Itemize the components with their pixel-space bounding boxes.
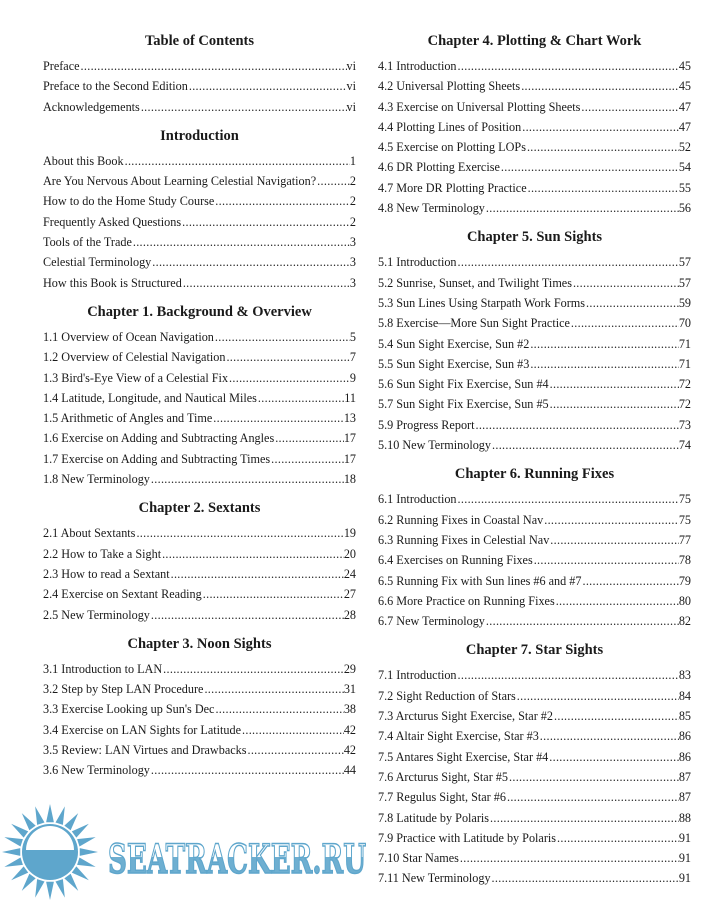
section-heading: Chapter 3. Noon Sights — [127, 635, 272, 652]
toc-entry[interactable] — [378, 157, 691, 177]
dot-leader — [580, 97, 678, 117]
toc-entry-title: 2.2 How to Take a Sight — [43, 546, 162, 561]
toc-entry-page: 83 — [678, 668, 691, 683]
toc-entry-page: 72 — [678, 397, 691, 412]
toc-entry-title: 7.4 Altair Sight Exercise, Star #3 — [378, 729, 539, 744]
toc-entry[interactable] — [378, 787, 691, 807]
dot-leader — [214, 191, 350, 211]
dot-leader — [135, 523, 343, 543]
toc-entry-title: 6.6 More Practice on Running Fixes — [378, 593, 555, 608]
dot-leader — [181, 212, 350, 232]
toc-entry[interactable] — [378, 137, 691, 157]
dot-leader — [457, 665, 679, 685]
toc-entry-page: 75 — [678, 492, 691, 507]
dot-leader — [151, 252, 350, 272]
toc-entry-page: 87 — [678, 790, 691, 805]
toc-entry[interactable] — [43, 428, 356, 448]
dot-leader — [491, 868, 679, 888]
toc-entry-title: 6.2 Running Fixes in Coastal Nav — [378, 512, 544, 527]
dot-leader — [506, 787, 679, 807]
toc-entry[interactable] — [378, 374, 691, 394]
toc-entry-title: About this Book — [43, 153, 124, 168]
toc-entry-title: 1.5 Arithmetic of Angles and Time — [43, 411, 213, 426]
toc-entry[interactable] — [378, 571, 691, 591]
sun-ray — [55, 879, 64, 898]
dot-leader — [516, 686, 679, 706]
dot-leader — [459, 848, 679, 868]
toc-entry[interactable] — [43, 232, 356, 252]
dot-leader — [246, 740, 343, 760]
sun-ray — [64, 813, 78, 830]
toc-entry-page: 79 — [678, 573, 691, 588]
toc-entry-title: 4.3 Exercise on Universal Plotting Sheets — [378, 99, 581, 114]
toc-entry[interactable] — [378, 530, 691, 550]
toc-entry[interactable] — [378, 510, 691, 530]
toc-entry-page: 82 — [678, 614, 691, 629]
toc-entry-page: 28 — [343, 607, 356, 622]
toc-entry[interactable] — [378, 848, 691, 868]
toc-entry-title: 6.1 Introduction — [378, 492, 457, 507]
toc-entry-page: 42 — [343, 743, 356, 758]
sun-ray — [77, 837, 96, 846]
toc-entry-title: 5.7 Sun Sight Fix Exercise, Sun #5 — [378, 397, 549, 412]
toc-entry-title: 4.4 Plotting Lines of Position — [378, 119, 522, 134]
toc-entry[interactable] — [378, 394, 691, 414]
toc-entry[interactable] — [378, 611, 691, 631]
dot-leader — [521, 117, 679, 137]
sun-ray — [46, 804, 54, 822]
toc-entry-page: 31 — [343, 682, 356, 697]
section-heading: Chapter 4. Plotting & Chart Work — [427, 33, 642, 49]
dot-leader — [150, 469, 344, 489]
toc-entry-page: 59 — [678, 295, 691, 310]
toc-entry-title: 5.8 Exercise—More Sun Sight Practice — [378, 316, 570, 331]
sun-ray — [11, 824, 28, 838]
toc-entry-title: 3.6 New Terminology — [43, 763, 150, 778]
toc-entry[interactable] — [43, 151, 356, 171]
toc-entry-page: 86 — [678, 749, 691, 764]
dot-leader — [527, 178, 679, 198]
toc-entry-title: 7.10 Star Names — [378, 851, 459, 866]
toc-entry[interactable] — [43, 327, 356, 347]
toc-entry-page: 54 — [678, 160, 691, 175]
toc-entry-page: 56 — [678, 201, 691, 216]
toc-entry-title: 5.5 Sun Sight Exercise, Sun #3 — [378, 356, 530, 371]
toc-entry-title: 2.5 New Terminology — [43, 607, 150, 622]
toc-entry[interactable] — [43, 564, 356, 584]
dot-leader — [316, 171, 350, 191]
sun-ray — [64, 874, 78, 891]
dot-leader — [457, 489, 679, 509]
toc-entry-title: Frequently Asked Questions — [43, 214, 182, 229]
dot-leader — [581, 571, 678, 591]
toc-entry[interactable] — [378, 747, 691, 767]
toc-entry-title: 2.3 How to read a Sextant — [43, 566, 170, 581]
toc-entry-page: 57 — [678, 255, 691, 270]
dot-leader — [80, 56, 347, 76]
section-heading: Table of Contents — [144, 33, 255, 49]
toc-entry-page: 1 — [349, 153, 356, 168]
toc-entry-page: 2 — [349, 214, 356, 229]
toc-entry-title: 5.6 Sun Sight Fix Exercise, Sun #4 — [378, 377, 549, 392]
toc-entry-page: 19 — [343, 526, 356, 541]
toc-entry-page: vi — [346, 99, 356, 114]
section-heading: Chapter 5. Sun Sights — [466, 229, 603, 246]
sun-ray — [4, 857, 23, 866]
section-heading: Chapter 6. Running Fixes — [454, 466, 615, 483]
toc-entry[interactable] — [43, 97, 356, 117]
toc-entry-title: 1.2 Overview of Celestial Navigation — [43, 350, 226, 365]
toc-entry-page: 75 — [678, 512, 691, 527]
toc-entry-title: 4.2 Universal Plotting Sheets — [378, 79, 521, 94]
dot-leader — [520, 76, 679, 96]
sun-ray — [72, 866, 89, 880]
dot-leader — [533, 550, 679, 570]
toc-entry-title: 7.6 Arcturus Sight, Star #5 — [378, 769, 508, 784]
toc-entry-page: 42 — [343, 722, 356, 737]
dot-leader — [508, 767, 679, 787]
toc-entry[interactable] — [378, 97, 691, 117]
toc-entry[interactable] — [43, 469, 356, 489]
toc-entry-page: 91 — [678, 830, 691, 845]
toc-entry-page: 17 — [343, 451, 356, 466]
toc-entry[interactable] — [43, 760, 356, 780]
toc-entry-page: 13 — [343, 411, 356, 426]
sun-ray — [80, 848, 98, 856]
dot-leader — [529, 354, 678, 374]
toc-entry[interactable] — [378, 313, 691, 333]
dot-leader — [489, 808, 679, 828]
toc-entry[interactable] — [378, 726, 691, 746]
toc-entry[interactable] — [378, 828, 691, 848]
toc-entry-title: 3.4 Exercise on LAN Sights for Latitude — [43, 722, 242, 737]
sun-ray — [22, 874, 36, 891]
sun-ray — [35, 806, 44, 825]
toc-entry-page: vi — [346, 59, 356, 73]
toc-entry[interactable] — [43, 584, 356, 604]
toc-entry[interactable] — [378, 354, 691, 374]
dot-leader — [500, 157, 679, 177]
sun-ray — [72, 824, 89, 838]
toc-entry[interactable] — [378, 178, 691, 198]
toc-entry[interactable] — [378, 117, 691, 137]
toc-entry-page: 24 — [343, 566, 356, 581]
toc-entry-page: 3 — [349, 235, 356, 250]
toc-entry-title: Preface — [43, 59, 80, 73]
toc-entry-title: 1.8 New Terminology — [43, 472, 150, 487]
toc-entry-title: 7.2 Sight Reduction of Stars — [378, 688, 516, 703]
toc-entry[interactable] — [43, 212, 356, 232]
toc-entry-page: 29 — [343, 661, 356, 676]
toc-entry-title: 3.3 Exercise Looking up Sun's Dec — [43, 702, 215, 717]
dot-leader — [124, 151, 350, 171]
toc-entry[interactable] — [378, 76, 691, 96]
toc-entry-page: 2 — [349, 194, 356, 209]
dot-leader — [553, 706, 679, 726]
toc-entry-title: 4.7 More DR Plotting Practice — [378, 180, 527, 195]
toc-entry-title: 2.1 About Sextants — [43, 526, 136, 541]
dot-leader — [140, 97, 347, 117]
dot-leader — [212, 408, 344, 428]
sun-ray — [22, 813, 36, 830]
dot-leader — [132, 232, 350, 252]
toc-left-column — [43, 22, 356, 781]
dot-leader — [274, 428, 344, 448]
dot-leader — [214, 699, 343, 719]
toc-entry-page: 38 — [343, 702, 356, 717]
dot-leader — [491, 435, 679, 455]
toc-entry-title: 2.4 Exercise on Sextant Reading — [43, 587, 202, 602]
toc-entry-page: 44 — [343, 763, 356, 778]
toc-entry-title: 3.1 Introduction to LAN — [43, 661, 163, 676]
dot-leader — [572, 273, 679, 293]
dot-leader — [150, 605, 344, 625]
dot-leader — [549, 374, 679, 394]
sun-ray — [4, 837, 23, 846]
toc-entry[interactable] — [43, 699, 356, 719]
sun-ray — [77, 857, 96, 866]
watermark-lettering: SEATRACKER.RU — [108, 836, 366, 883]
dot-leader — [549, 394, 679, 414]
toc-entry-page: 9 — [349, 370, 356, 385]
toc-entry-page: 45 — [678, 59, 691, 73]
toc-entry-title: 5.10 New Terminology — [378, 438, 491, 453]
toc-entry-title: 5.3 Sun Lines Using Starpath Work Forms — [378, 295, 585, 310]
toc-entry-page: 17 — [343, 431, 356, 446]
toc-entry-page: 3 — [349, 255, 356, 270]
dot-leader — [526, 137, 679, 157]
toc-entry[interactable] — [43, 56, 356, 76]
dot-leader — [474, 415, 678, 435]
toc-entry-title: 6.5 Running Fix with Sun lines #6 and #7 — [378, 573, 582, 588]
toc-entry-page: 71 — [678, 356, 691, 371]
dot-leader — [549, 530, 679, 550]
dot-leader — [543, 510, 679, 530]
dot-leader — [485, 611, 679, 631]
toc-entry-title: 6.3 Running Fixes in Celestial Nav — [378, 532, 550, 547]
toc-entry-title: 5.4 Sun Sight Exercise, Sun #2 — [378, 336, 530, 351]
toc-entry-page: 85 — [678, 709, 691, 724]
toc-entry[interactable] — [378, 198, 691, 218]
toc-entry-title: 6.4 Exercises on Running Fixes — [378, 553, 533, 568]
dot-leader — [161, 544, 344, 564]
toc-entry-page: 87 — [678, 769, 691, 784]
toc-entry-title: 1.7 Exercise on Adding and Subtracting Times — [43, 451, 271, 466]
dot-leader — [182, 273, 350, 293]
toc-entry-page: 70 — [678, 316, 691, 331]
toc-entry-title: Tools of the Trade — [43, 235, 132, 250]
dot-leader — [529, 334, 678, 354]
dot-leader — [556, 828, 679, 848]
toc-entry[interactable] — [378, 489, 691, 509]
toc-entry[interactable] — [378, 686, 691, 706]
toc-entry-title: 1.3 Bird's-Eye View of a Celestial Fix — [43, 370, 229, 385]
toc-entry-title: 1.6 Exercise on Adding and Subtracting Angles — [43, 431, 275, 446]
toc-entry-title: 7.9 Practice with Latitude by Polaris — [378, 830, 557, 845]
toc-entry[interactable] — [43, 171, 356, 191]
section-heading: Chapter 1. Background & Overview — [87, 303, 312, 320]
toc-entry[interactable] — [43, 388, 356, 408]
toc-entry[interactable] — [43, 252, 356, 272]
toc-entry[interactable] — [378, 706, 691, 726]
toc-entry-page: 72 — [678, 377, 691, 392]
toc-entry-page: 45 — [678, 79, 691, 94]
dot-leader — [162, 659, 344, 679]
dot-leader — [270, 449, 344, 469]
section-heading: Chapter 7. Star Sights — [465, 642, 604, 659]
sun-ray — [11, 866, 28, 880]
toc-entry-page: 47 — [678, 119, 691, 134]
dot-leader — [585, 293, 679, 313]
toc-entry-page: 78 — [678, 553, 691, 568]
toc-entry[interactable] — [378, 591, 691, 611]
toc-entry-title: How this Book is Structured — [43, 275, 182, 290]
toc-entry-title: Are You Nervous About Learning Celestial Navigation? — [43, 174, 317, 189]
dot-leader — [150, 760, 344, 780]
toc-entry-title: 1.1 Overview of Ocean Navigation — [43, 329, 214, 344]
sun-ray — [35, 879, 44, 898]
dot-leader — [539, 726, 679, 746]
sun-ray — [46, 882, 54, 900]
toc-entry-title: 7.8 Latitude by Polaris — [378, 810, 490, 825]
sun-icon — [2, 804, 98, 900]
toc-entry-page: 71 — [678, 336, 691, 351]
section-heading: Introduction — [160, 127, 239, 144]
toc-entry[interactable] — [378, 435, 691, 455]
toc-entry-title: 3.2 Step by Step LAN Procedure — [43, 682, 204, 697]
toc-entry[interactable] — [378, 808, 691, 828]
toc-entry-page: 88 — [678, 810, 691, 825]
toc-entry[interactable] — [378, 273, 691, 293]
toc-entry[interactable] — [378, 415, 691, 435]
toc-entry[interactable] — [43, 191, 356, 211]
toc-entry-title: 7.5 Antares Sight Exercise, Star #4 — [378, 749, 549, 764]
toc-entry-title: 5.1 Introduction — [378, 255, 457, 270]
toc-entry[interactable] — [43, 679, 356, 699]
toc-entry-page: 20 — [343, 546, 356, 561]
toc-entry[interactable] — [43, 740, 356, 760]
toc-entry-page: 2 — [349, 174, 356, 189]
toc-entry-page: 80 — [678, 593, 691, 608]
toc-entry-title: Acknowledgements — [43, 99, 140, 114]
toc-right-column — [378, 22, 691, 889]
toc-entry[interactable] — [43, 408, 356, 428]
toc-entry-title: 1.4 Latitude, Longitude, and Nautical Miles — [43, 390, 257, 405]
toc-entry-page: 91 — [678, 871, 691, 886]
dot-leader — [228, 368, 350, 388]
dot-leader — [570, 313, 679, 333]
dot-leader — [485, 198, 679, 218]
dot-leader — [548, 747, 679, 767]
dot-leader — [241, 720, 344, 740]
toc-entry[interactable] — [378, 665, 691, 685]
toc-entry[interactable] — [378, 334, 691, 354]
toc-entry-page: 77 — [678, 532, 691, 547]
toc-entry[interactable] — [378, 550, 691, 570]
toc-entry-title: 4.8 New Terminology — [378, 201, 485, 216]
toc-entry-title: 7.3 Arcturus Sight Exercise, Star #2 — [378, 709, 553, 724]
toc-entry-title: 4.6 DR Plotting Exercise — [378, 160, 500, 175]
toc-entry[interactable] — [43, 720, 356, 740]
toc-entry[interactable] — [378, 56, 691, 76]
toc-entry-title: 5.9 Progress Report — [378, 417, 475, 432]
dot-leader — [257, 388, 344, 408]
toc-entry-page: 5 — [349, 329, 356, 344]
toc-entry[interactable] — [43, 273, 356, 293]
toc-entry-page: 18 — [343, 472, 356, 487]
toc-entry-page: vi — [346, 79, 356, 94]
toc-entry-page: 86 — [678, 729, 691, 744]
toc-entry-page: 57 — [678, 275, 691, 290]
dot-leader — [225, 347, 349, 367]
toc-entry[interactable] — [43, 449, 356, 469]
toc-entry-page: 27 — [343, 587, 356, 602]
sun-ray — [55, 806, 64, 825]
toc-entry-title: Preface to the Second Edition — [43, 79, 188, 94]
seatracker-watermark-logo — [0, 795, 372, 901]
dot-leader — [457, 56, 679, 76]
toc-entry-page: 7 — [349, 350, 356, 365]
toc-entry-title: 3.5 Review: LAN Virtues and Drawbacks — [43, 743, 247, 758]
dot-leader — [170, 564, 344, 584]
dot-leader — [214, 327, 350, 347]
toc-entry-title: 4.5 Exercise on Plotting LOPs — [378, 140, 526, 155]
toc-entry[interactable] — [43, 659, 356, 679]
section-heading: Chapter 2. Sextants — [138, 500, 261, 517]
toc-entry-page: 47 — [678, 99, 691, 114]
dot-leader — [202, 584, 344, 604]
toc-entry[interactable] — [378, 767, 691, 787]
toc-entry-title: 4.1 Introduction — [378, 59, 457, 73]
toc-entry-title: 7.7 Regulus Sight, Star #6 — [378, 790, 506, 805]
toc-entry[interactable] — [43, 523, 356, 543]
toc-entry[interactable] — [378, 293, 691, 313]
toc-entry-page: 11 — [344, 390, 356, 405]
dot-leader — [457, 252, 679, 272]
toc-entry[interactable] — [43, 544, 356, 564]
toc-entry-title: Celestial Terminology — [43, 255, 152, 270]
toc-entry-page: 55 — [678, 180, 691, 195]
toc-entry-title: 7.1 Introduction — [378, 668, 457, 683]
dot-leader — [203, 679, 343, 699]
toc-entry-page: 84 — [678, 688, 691, 703]
toc-entry-page: 74 — [678, 438, 691, 453]
toc-entry-title: 6.7 New Terminology — [378, 614, 485, 629]
toc-entry[interactable] — [43, 347, 356, 367]
dot-leader — [555, 591, 679, 611]
toc-entry-title: How to do the Home Study Course — [43, 194, 215, 209]
sun-ray — [2, 848, 20, 856]
toc-entry[interactable] — [43, 76, 356, 96]
toc-entry-page: 3 — [349, 275, 356, 290]
toc-entry-page: 91 — [678, 851, 691, 866]
dot-leader — [188, 76, 347, 96]
toc-entry[interactable] — [43, 605, 356, 625]
toc-entry-page: 52 — [678, 140, 691, 155]
toc-entry-title: 5.2 Sunrise, Sunset, and Twilight Times — [378, 275, 572, 290]
toc-entry[interactable] — [378, 252, 691, 272]
toc-entry[interactable] — [43, 368, 356, 388]
toc-entry[interactable] — [378, 868, 691, 888]
toc-entry-page: 73 — [678, 417, 691, 432]
toc-entry-title: 7.11 New Terminology — [378, 871, 491, 886]
